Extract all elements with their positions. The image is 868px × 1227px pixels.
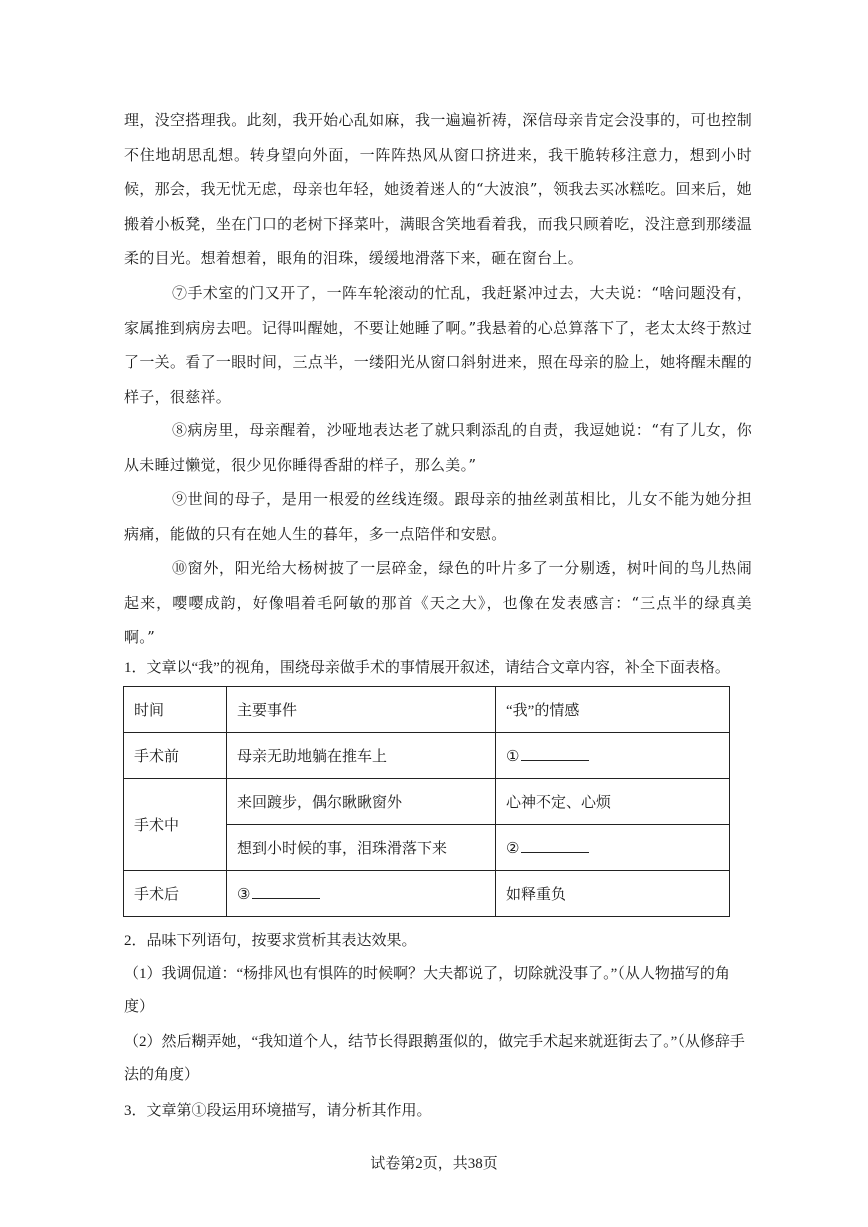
question-2-2: （2）然后糊弄她，“我知道个人，结节长得跟鹅蛋似的，做完手术起来就逛街去了。”（从修辞手法的角度） [124,1034,745,1083]
table-cell-time: 手术后 [124,871,227,917]
question-1: 1．文章以“我”的视角，围绕母亲做手术的事情展开叙述，请结合文章内容，补全下面表格。 [124,660,730,676]
table-cell-emotion: 心神不定、心烦 [496,779,730,825]
paragraph-10: ⑩窗外，阳光给大杨树披了一层碎金，绿色的叶片多了一分剔透，树叶间的鸟儿热闹起来，嘤嘤成韵，好像唱着毛阿敏的那首《天之大》，也像在发表感言：“三点半的绿真美啊。” [124,559,752,646]
paragraph-6: 理，没空搭理我。此刻，我开始心乱如麻，我一遍遍祈祷，深信母亲肯定会没事的，可也控制不住地胡思乱想。转身望向外面，一阵阵热风从窗口挤进来，我干脆转移注意力，想到小时候，那会，我无忧无虑，母亲也年轻，她烫着迷人的“大波浪”，领我去买冰糕吃。回来后，她搬着小板凳，坐在门口的老树下择菜叶，满眼含笑地看着我，而我只顾着吃，没注意到那缕温柔的目光。想着想着，眼角的泪珠，缓缓地滑落下来，砸在窗台上。 [124,111,752,267]
table-header-time: 时间 [124,687,227,733]
answer-blank [521,746,589,761]
table-cell-time: 手术前 [124,733,227,779]
answer-blank [521,838,589,853]
blank-number: ② [506,840,520,857]
table-row [124,779,730,825]
table-cell-emotion: 如释重负 [496,871,730,917]
emotion-table [123,686,730,917]
table-row [124,733,730,779]
table-cell-emotion [496,825,730,871]
paragraph-8: ⑧病房里，母亲醒着，沙哑地表达老了就只剩添乱的自责，我逗她说：“有了儿女，你从未睡过懒觉，很少见你睡得香甜的样子，那么美。” [124,421,752,474]
question-2-1: （1）我调侃道：“杨排风也有惧阵的时候啊？大夫都说了，切除就没事了。”（从人物描写的角度） [124,966,730,1015]
blank-number: ③ [237,886,251,903]
table-row [124,871,730,917]
page-footer: 试卷第2页，共38页 [370,1156,498,1172]
table-cell-event: 想到小时候的事，泪珠滑落下来 [227,825,496,871]
paragraph-9: ⑨世间的母子，是用一根爱的丝线连缀。跟母亲的抽丝剥茧相比，儿女不能为她分担病痛，能做的只有在她人生的暮年，多一点陪伴和安慰。 [124,490,752,543]
table-header-event: 主要事件 [227,687,496,733]
blank-number: ① [506,748,520,765]
question-2: 2．品味下列语句，按要求赏析其表达效果。 [124,933,417,949]
table-header-row [124,687,730,733]
table-header-emotion: “我”的情感 [496,687,730,733]
question-3: 3．文章第①段运用环境描写，请分析其作用。 [124,1103,432,1119]
table-cell-event: 母亲无助地躺在推车上 [227,733,496,779]
table-cell-time: 手术中 [124,779,227,871]
table-cell-emotion [496,733,730,779]
answer-blank [252,884,320,899]
paragraph-7: ⑦手术室的门又开了，一阵车轮滚动的忙乱，我赶紧冲过去，大夫说：“啥问题没有，家属推到病房去吧。记得叫醒她，不要让她睡了啊。”我悬着的心总算落下了，老太太终于熬过了一关。看了一眼时间，三点半，一缕阳光从窗口斜射进来，照在母亲的脸上，她将醒未醒的样子，很慈祥。 [124,284,752,406]
table-cell-event: 来回踱步，偶尔瞅瞅窗外 [227,779,496,825]
table-cell-event [227,871,496,917]
